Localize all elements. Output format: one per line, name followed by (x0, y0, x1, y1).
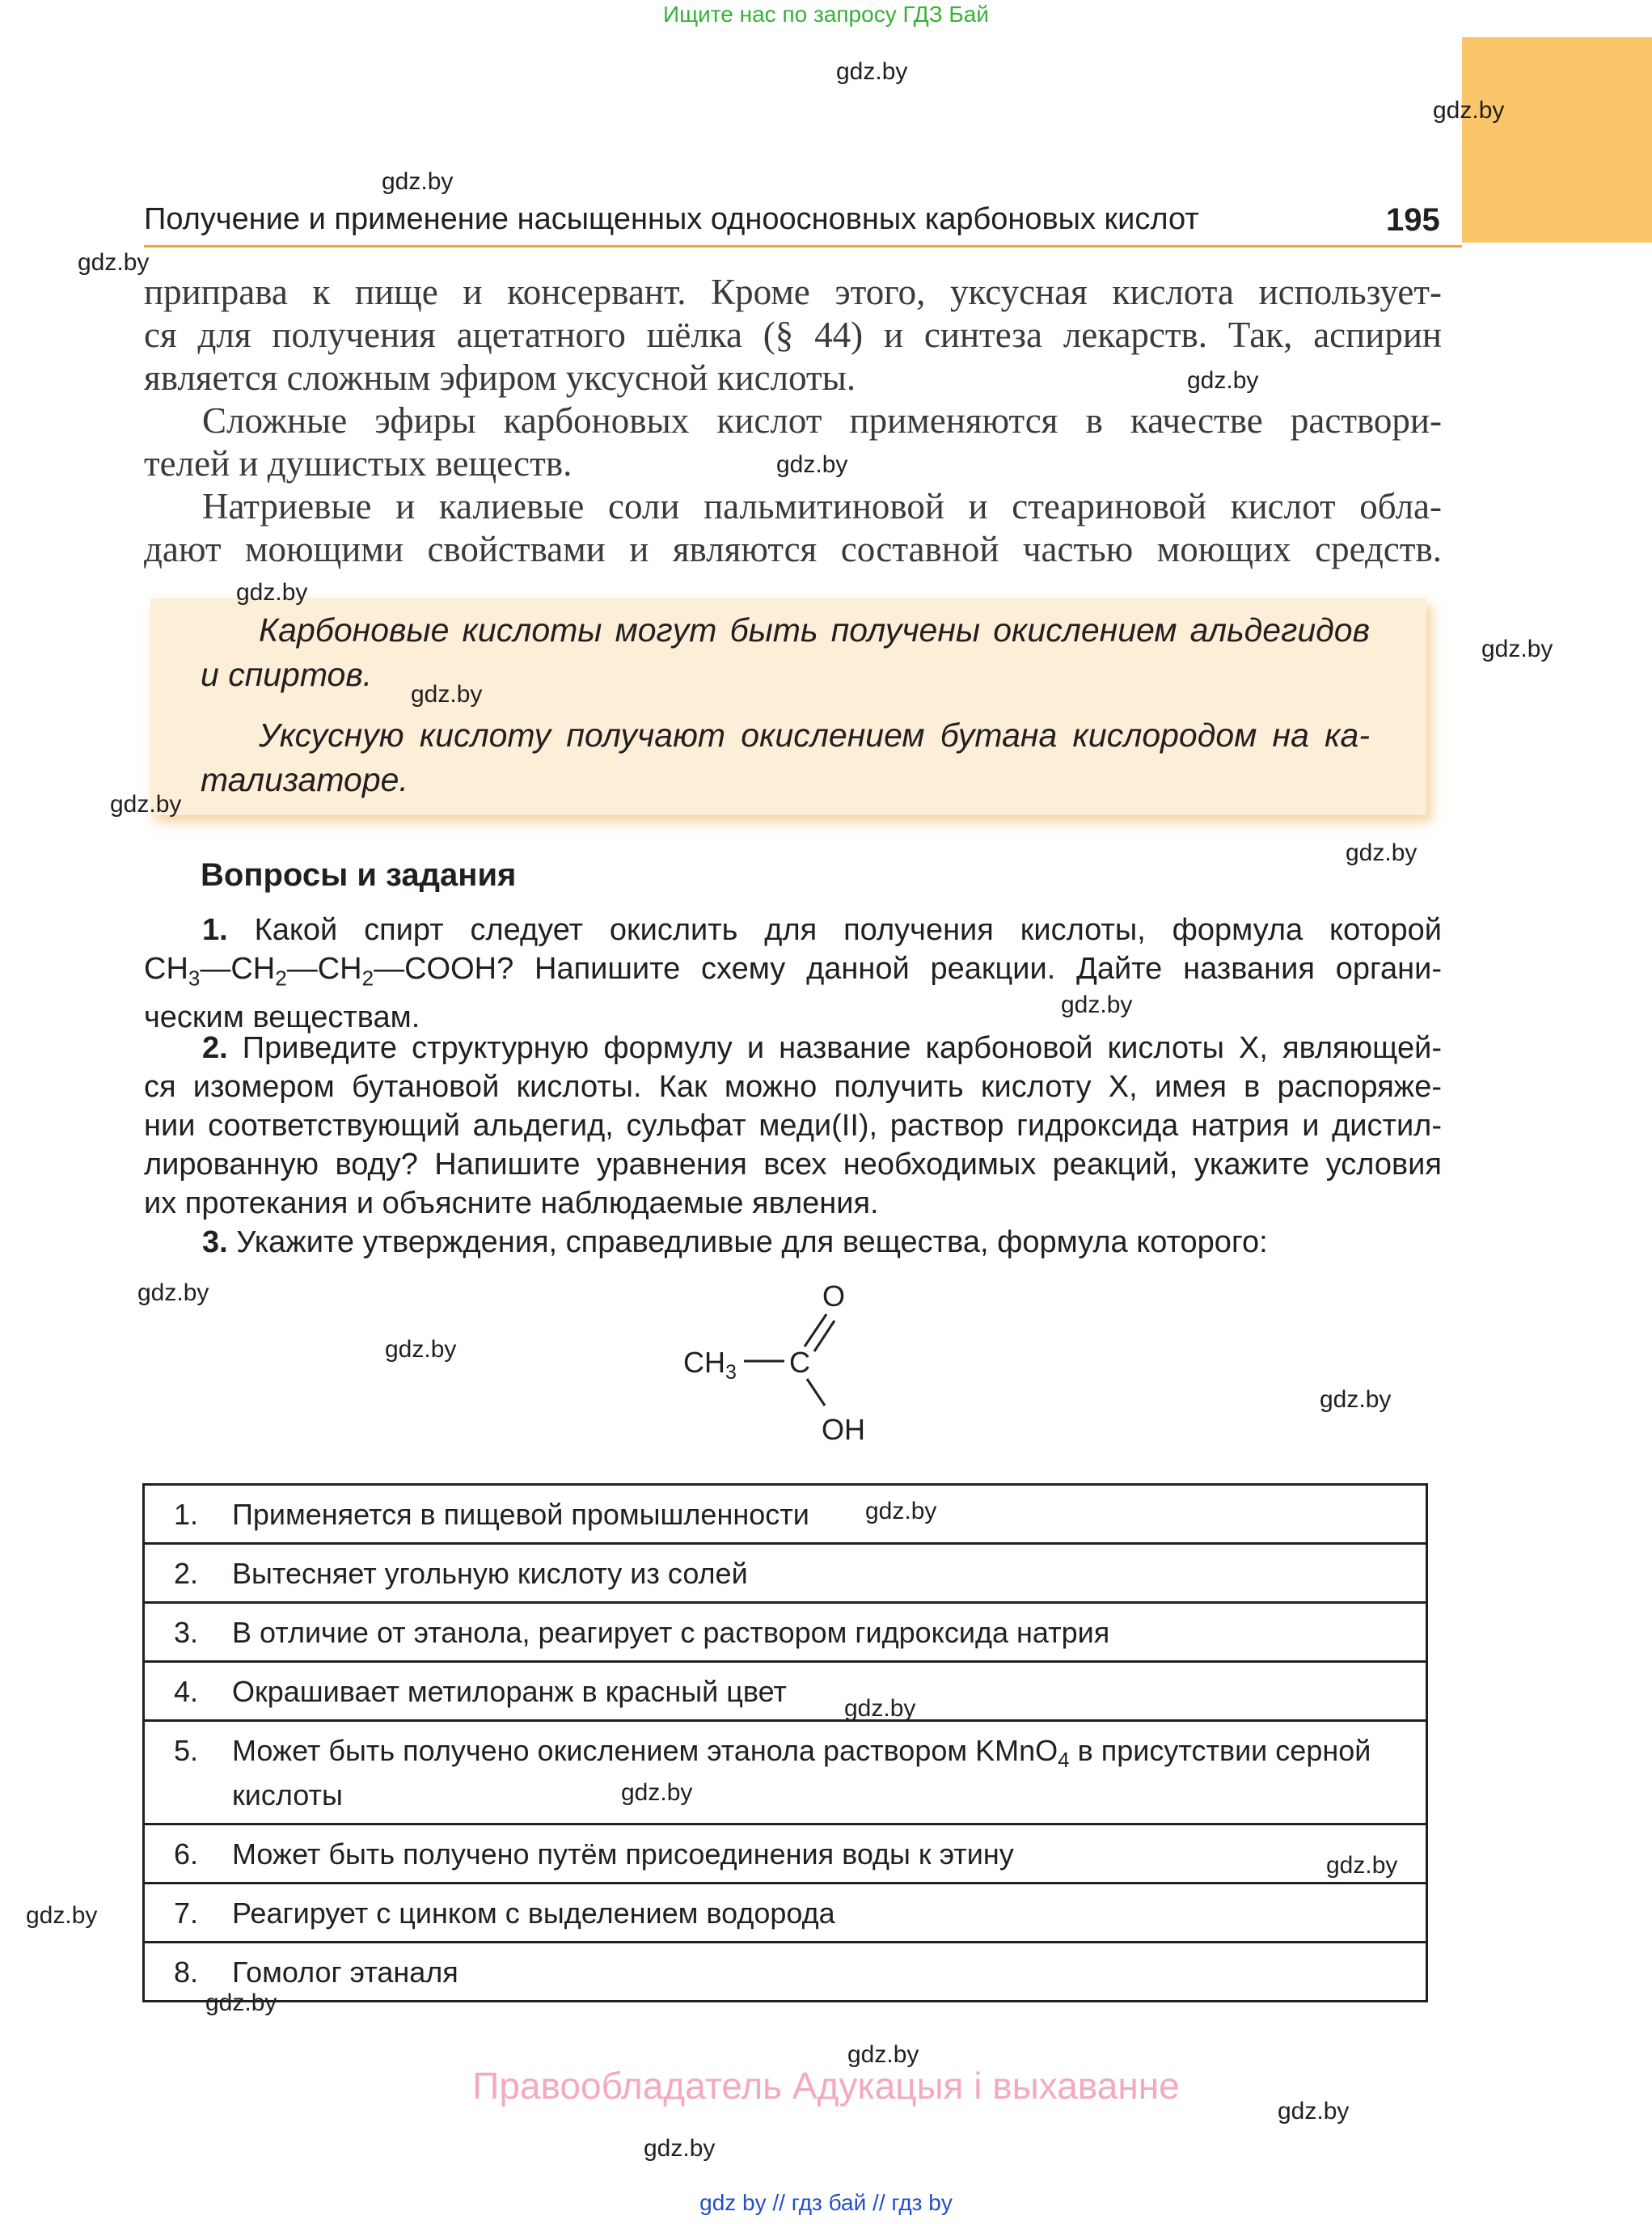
watermark: gdz.by (78, 249, 150, 276)
watermark: gdz.by (1346, 839, 1418, 866)
watermark: gdz.by (110, 791, 182, 818)
copyright-notice: Правообладатель Адукацыя і выхаванне (472, 2065, 1180, 2107)
watermark: gdz.by (1061, 991, 1133, 1018)
hydroxyl-group: OH (822, 1413, 865, 1446)
single-bond (807, 1379, 825, 1406)
table-row: 1. Применяется в пищевой промышленности (142, 1483, 1428, 1545)
paragraph-1-line: приправа к пище и консервант. Кроме этого, уксусная кислота использует- (144, 272, 1442, 312)
watermark: gdz.by (385, 1336, 457, 1363)
statements-table (142, 1483, 1428, 2002)
question-1-text: Какой спирт следует окислить для получения кислоты, формула которой (254, 913, 1442, 947)
watermark: gdz.by (137, 1279, 209, 1306)
question-3-line: 3. Укажите утверждения, справедливые для вещества, формула которого: (202, 1225, 1268, 1259)
table-row: 6. Может быть получено путём присоединения воды к этину (142, 1825, 1428, 1884)
watermark: gdz.by (776, 451, 848, 478)
watermark: gdz.by (1326, 1852, 1398, 1879)
question-2-line: их протекания и объясните наблюдаемые явления. (144, 1186, 879, 1220)
question-1-line: $CH_3—CH_2—CH_2—COOH$? Напишите схему данной реакции. Дайте названия органи- (144, 952, 1442, 991)
double-bond-line (814, 1321, 834, 1351)
table-row: 4. Окрашивает метилоранж в красный цвет (142, 1663, 1428, 1722)
paragraph-3 (144, 485, 1442, 571)
carbon-atom: C (789, 1346, 810, 1379)
summary-line: и спиртов. (201, 656, 373, 693)
acetic-acid-structure (671, 1270, 898, 1464)
question-2 (144, 1029, 1442, 1223)
bottom-links[interactable]: gdz by // гдз бай // гдз by (699, 2190, 953, 2215)
question-1-line: ческим веществам. (144, 1000, 420, 1034)
paragraph-1-line: ся для получения ацетатного шёлка (§ 44) и синтеза лекарств. Так, аспирин (144, 315, 1442, 355)
watermark: gdz.by (1187, 367, 1259, 394)
paragraph-2-line: телей и душистых веществ. (144, 443, 572, 484)
watermark: gdz.by (411, 681, 483, 708)
question-1-line (144, 911, 1442, 949)
watermark: gdz.by (836, 58, 908, 85)
watermark: gdz.by (205, 1989, 277, 2016)
summary-line: Карбоновые кислоты могут быть получены окислением альдегидов (259, 611, 1370, 649)
watermark: gdz.by (1433, 97, 1505, 124)
summary-statement-1 (201, 608, 1370, 697)
running-header-title: Получение и применение насыщенных одноосновных карбоновых кислот (144, 202, 1199, 236)
oxygen-atom: O (822, 1279, 846, 1313)
header-divider (144, 245, 1462, 247)
question-2-line: ся изомером бутановой кислоты. Как можно получить кислоту X, имея в распоряже- (144, 1070, 1442, 1104)
questions-title: Вопросы и задания (201, 857, 517, 893)
summary-line: Уксусную кислоту получают окислением бутана кислородом на ка- (259, 717, 1370, 754)
watermark: gdz.by (26, 1902, 98, 1929)
methyl-group-label: $CH_3$ (683, 1346, 737, 1384)
question-2-line: 2. Приведите структурную формулу и название карбоновой кислоты X, являющей- (202, 1031, 1442, 1065)
table-row: 5. Может быть получено окислением этанола раствором KMnO$_4$ в присутствии серной кислоты (142, 1722, 1428, 1825)
question-1 (144, 911, 1442, 1037)
question-number: 1. (202, 913, 228, 947)
watermark: gdz.by (236, 579, 308, 606)
summary-statement-2 (201, 713, 1370, 802)
paragraph-1-line: является сложным эфиром уксусной кислоты. (144, 357, 856, 398)
question-number: 3. (202, 1225, 228, 1259)
page-corner-tab (1462, 37, 1652, 243)
paragraph-3-line: дают моющими свойствами и являются составной частью моющих средств. (144, 529, 1442, 569)
watermark: gdz.by (382, 168, 454, 195)
question-number: 2. (202, 1031, 228, 1065)
table-row: 8. Гомолог этаналя (142, 1943, 1428, 2002)
watermark: gdz.by (844, 1695, 916, 1722)
watermark: gdz.by (847, 2041, 919, 2068)
watermark: gdz.by (1320, 1386, 1392, 1413)
paragraph-2-line: Сложные эфиры карбоновых кислот применяются в качестве раствори- (202, 400, 1442, 441)
question-2-line: нии соответствующий альдегид, сульфат меди(II), раствор гидроксида натрия и дистил- (144, 1109, 1442, 1143)
question-3 (144, 1223, 1442, 1262)
top-banner[interactable]: Ищите нас по запросу ГДЗ Бай (662, 2, 990, 27)
page-number: 195 (1386, 202, 1440, 238)
table-row: 7. Реагирует с цинком с выделением водорода (142, 1884, 1428, 1943)
watermark: gdz.by (644, 2135, 716, 2162)
question-2-line: лированную воду? Напишите уравнения всех необходимых реакций, укажите условия (144, 1148, 1442, 1182)
watermark: gdz.by (865, 1498, 937, 1524)
propanoic-formula: $CH_3—CH_2—CH_2—COOH$ (144, 952, 497, 991)
summary-line: тализаторе. (201, 761, 408, 798)
watermark: gdz.by (1278, 2098, 1350, 2125)
double-bond-line (805, 1314, 826, 1347)
watermark: gdz.by (621, 1779, 693, 1806)
paragraph-3-line: Натриевые и калиевые соли пальмитиновой и стеариновой кислот обла- (202, 486, 1442, 526)
table-row: 3. В отличие от этанола, реагирует с раствором гидроксида натрия (142, 1604, 1428, 1663)
watermark: gdz.by (1481, 636, 1553, 662)
table-row: 2. Вытесняет угольную кислоту из солей (142, 1545, 1428, 1604)
